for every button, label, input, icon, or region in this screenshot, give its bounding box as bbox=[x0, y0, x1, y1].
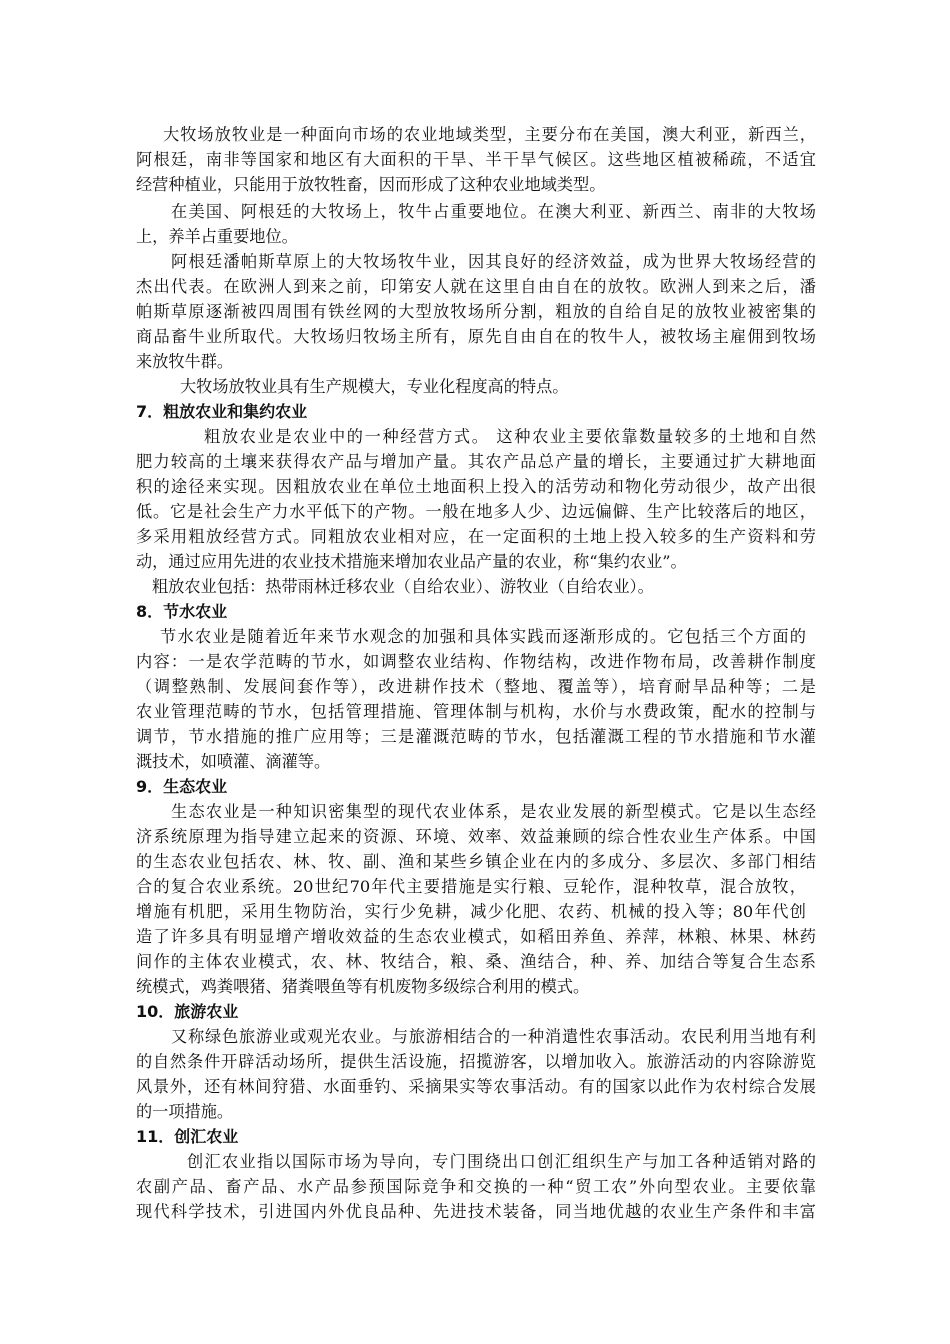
paragraph-line: 在美国、阿根廷的大牧场上，牧牛占重要地位。在澳大利亚、新西兰、南非的大牧场 bbox=[171, 202, 816, 221]
paragraph-line: 低。它是社会生产力水平低下的产物。一般在地多人少、边远偏僻、生产比较落后的地区， bbox=[136, 502, 816, 521]
paragraph-line: 动，通过应用先进的农业技术措施来增加农业品产量的农业，称“集约农业”。 bbox=[136, 552, 687, 571]
paragraph-line: 的生态农业包括农、林、牧、副、渔和某些乡镇企业在内的多成分、多层次、多部门相结 bbox=[136, 852, 816, 871]
paragraph-line: 阿根廷，南非等国家和地区有大面积的干旱、半干旱气候区。这些地区植被稀疏，不适宜 bbox=[136, 150, 816, 169]
paragraph-line: 的自然条件开辟活动场所，提供生活设施，招揽游客，以增加收入。旅游活动的内容除游览 bbox=[136, 1052, 816, 1071]
paragraph-line: 上，养羊占重要地位。 bbox=[136, 227, 298, 246]
paragraph-line: 大牧场放牧业是一种面向市场的农业地域类型，主要分布在美国，澳大利亚，新西兰， bbox=[163, 125, 816, 144]
section-heading: 9．生态农业 bbox=[136, 777, 228, 796]
paragraph-line: 又称绿色旅游业或观光农业。与旅游相结合的一种消遣性农事活动。农民利用当地有利 bbox=[171, 1027, 816, 1046]
paragraph-line: （调整熟制、发展间套作等），改进耕作技术（整地、覆盖等），培育耐旱品种等；二是 bbox=[136, 677, 816, 696]
paragraph-line: 调节，节水措施的推广应用等；三是灌溉范畴的节水，包括灌溉工程的节水措施和节水灌 bbox=[136, 727, 816, 746]
paragraph-line: 农业管理范畴的节水，包括管理措施、管理体制与机构，水价与水费政策，配水的控制与 bbox=[136, 702, 816, 721]
paragraph-line: 现代科学技术，引进国内外优良品种、先进技术装备，同当地优越的农业生产条件和丰富 bbox=[136, 1202, 816, 1221]
paragraph-line: 间作的主体农业模式，农、林、牧结合，粮、桑、渔结合，种、养、加结合等复合生态系 bbox=[136, 952, 816, 971]
paragraph-line: 造了许多具有明显增产增收效益的生态农业模式，如稻田养鱼、养萍，林粮、林果、林药 bbox=[136, 927, 816, 946]
paragraph-line: 济系统原理为指导建立起来的资源、环境、效率、效益兼顾的综合性农业生产体系。中国 bbox=[136, 827, 816, 846]
paragraph-line: 阿根廷潘帕斯草原上的大牧场牧牛业，因其良好的经济效益，成为世界大牧场经营的 bbox=[171, 252, 816, 271]
paragraph-line: 多采用粗放经营方式。同粗放农业相对应，在一定面积的土地上投入较多的生产资料和劳 bbox=[136, 527, 816, 546]
paragraph-line: 创汇农业指以国际市场为导向，专门围绕出口创汇组织生产与加工各种适销对路的 bbox=[187, 1152, 816, 1171]
paragraph-line: 杰出代表。在欧洲人到来之前，印第安人就在这里自由自在的放牧。欧洲人到来之后，潘 bbox=[136, 277, 816, 296]
paragraph-line: 经营种植业，只能用于放牧牲畜，因而形成了这种农业地域类型。 bbox=[136, 175, 606, 194]
paragraph-line: 风景外，还有林间狩猎、水面垂钓、采摘果实等农事活动。有的国家以此作为农村综合发展 bbox=[136, 1077, 816, 1096]
paragraph-line: 积的途径来实现。因粗放农业在单位土地面积上投入的活劳动和物化劳动很少，故产出很 bbox=[136, 477, 816, 496]
paragraph-line: 统模式，鸡粪喂猪、猪粪喂鱼等有机废物多级综合利用的模式。 bbox=[136, 977, 590, 996]
paragraph-line: 增施有机肥，采用生物防治，实行少免耕，减少化肥、农药、机械的投入等；80年代创 bbox=[136, 902, 806, 921]
paragraph-line: 溉技术，如喷灌、滴灌等。 bbox=[136, 752, 331, 771]
paragraph-line: 肥力较高的土壤来获得农产品与增加产量。其农产品总产量的增长，主要通过扩大耕地面 bbox=[136, 452, 816, 471]
paragraph-line: 农副产品、畜产品、水产品参预国际竞争和交换的一种“贸工农”外向型农业。主要依靠 bbox=[136, 1177, 816, 1196]
section-heading: 8．节水农业 bbox=[136, 602, 228, 621]
paragraph-line: 帕斯草原逐渐被四周围有铁丝网的大型放牧场所分割，粗放的自给自足的放牧业被密集的 bbox=[136, 302, 816, 321]
section-heading: 7．粗放农业和集约农业 bbox=[136, 402, 308, 421]
paragraph-line: 节水农业是随着近年来节水观念的加强和具体实践而逐渐形成的。它包括三个方面的 bbox=[160, 627, 806, 646]
paragraph-line: 大牧场放牧业具有生产规模大，专业化程度高的特点。 bbox=[180, 377, 569, 396]
paragraph-line: 粗放农业是农业中的一种经营方式。 这种农业主要依靠数量较多的土地和自然 bbox=[204, 427, 816, 446]
section-heading: 10．旅游农业 bbox=[136, 1002, 239, 1021]
paragraph-line: 商品畜牛业所取代。大牧场归牧场主所有，原先自由自在的牧牛人，被牧场主雇佣到牧场 bbox=[136, 327, 816, 346]
paragraph-line: 生态农业是一种知识密集型的现代农业体系，是农业发展的新型模式。它是以生态经 bbox=[171, 802, 816, 821]
paragraph-line: 合的复合农业系统。20世纪70年代主要措施是实行粮、豆轮作，混种牧草，混合放牧， bbox=[136, 877, 806, 896]
paragraph-line: 内容：一是农学范畴的节水，如调整农业结构、作物结构，改进作物布局，改善耕作制度 bbox=[136, 652, 816, 671]
paragraph-line: 粗放农业包括：热带雨林迁移农业（自给农业）、游牧业（自给农业）。 bbox=[152, 577, 654, 596]
paragraph-line: 来放牧牛群。 bbox=[136, 352, 234, 371]
section-heading: 11．创汇农业 bbox=[136, 1127, 239, 1146]
paragraph-line: 的一项措施。 bbox=[136, 1102, 234, 1121]
